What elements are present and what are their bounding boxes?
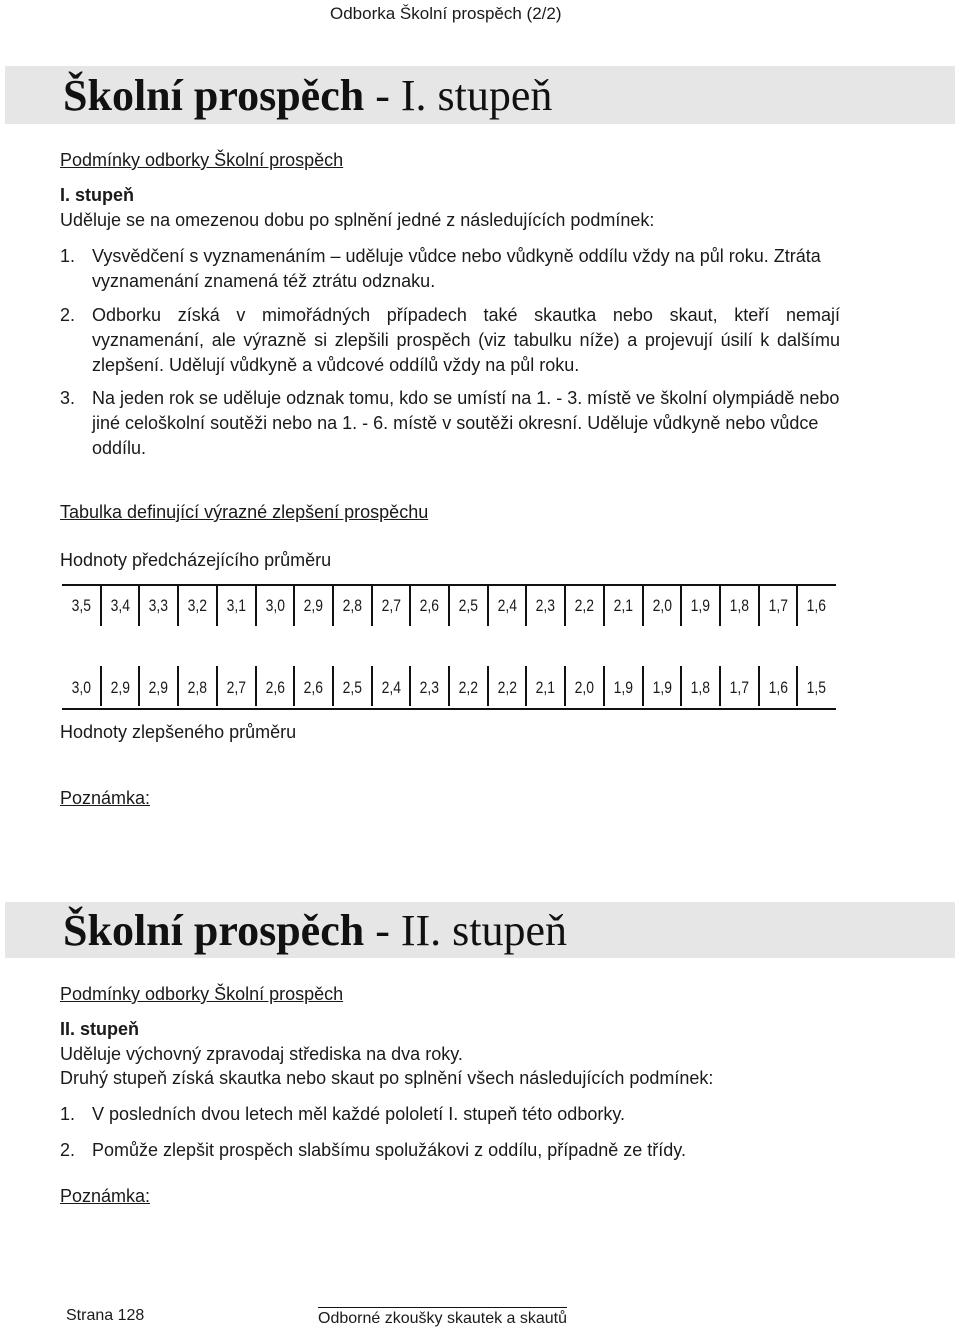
item-number: 1. <box>60 246 76 266</box>
section1-item-1 <box>60 244 840 294</box>
section2-title-rest: - II. stupeň <box>364 906 568 955</box>
section2-title <box>63 905 567 956</box>
item-number: 2. <box>60 1140 76 1160</box>
table-divider <box>138 666 140 706</box>
section2-title-band <box>5 902 955 958</box>
section2-item-2 <box>60 1138 840 1163</box>
previous-average-row <box>62 584 836 628</box>
table-cell: 2,7 <box>226 678 246 697</box>
table-cell: 1,5 <box>806 678 827 697</box>
table-divider <box>758 586 760 626</box>
table-heading: Tabulka definující výrazné zlepšení prospěchu <box>60 502 429 522</box>
table-cell: 3,0 <box>71 678 92 697</box>
table-cell: 1,6 <box>806 596 827 615</box>
section1-title <box>63 70 552 121</box>
table-cell: 2,9 <box>303 596 324 615</box>
table-divider <box>642 666 644 706</box>
section2-title-bold: Školní prospěch <box>63 906 365 955</box>
item-text: Na jeden rok se uděluje odznak tomu, kdo se umístí na 1. - 3. místě ve školní olympiádě nebo jiné celoškolní soutěži nebo na 1. - 6. místě v soutěži okresní. Uděluje vůdkyně nebo vůdce oddílu. <box>92 388 840 458</box>
table-cell: 2,6 <box>303 678 324 697</box>
table-cell: 2,7 <box>381 596 401 615</box>
table-cell: 3,2 <box>187 596 208 615</box>
table-cell: 2,4 <box>381 678 401 697</box>
table-cell: 2,8 <box>342 596 362 615</box>
section1-level-label: I. stupeň <box>60 185 135 205</box>
table-divider <box>680 586 682 626</box>
section1-note-label: Poznámka: <box>60 788 151 808</box>
table-cell: 1,7 <box>729 678 749 697</box>
table-cell: 2,0 <box>574 678 595 697</box>
table-divider <box>293 666 295 706</box>
section2-intro-1: Uděluje výchovný zpravodaj střediska na dva roky. <box>60 1044 463 1064</box>
table-divider <box>525 586 527 626</box>
table-divider <box>371 586 373 626</box>
table-cell: 2,1 <box>613 596 633 615</box>
table-rule <box>62 708 836 710</box>
page-number: Strana 128 <box>66 1307 145 1324</box>
section2-item-1 <box>60 1102 840 1127</box>
table-cell: 1,9 <box>652 678 672 697</box>
item-text: Pomůže zlepšit prospěch slabšímu spolužákovi z oddílu, případně ze třídy. <box>92 1140 686 1160</box>
table-divider <box>719 586 721 626</box>
table-divider <box>564 666 566 706</box>
table-divider <box>332 586 334 626</box>
table-divider <box>642 586 644 626</box>
table-cell: 3,5 <box>71 596 92 615</box>
table-cell: 2,9 <box>149 678 169 697</box>
section1-intro: Uděluje se na omezenou dobu po splnění jedné z následujících podmínek: <box>60 210 655 230</box>
table-cell: 1,7 <box>768 596 788 615</box>
table-cell: 2,8 <box>187 678 208 697</box>
table-bottom-label: Hodnoty zlepšeného průměru <box>60 722 297 742</box>
section1-title-band <box>5 66 955 124</box>
table-divider <box>409 586 411 626</box>
table-cell: 1,6 <box>768 678 788 697</box>
table-top-label: Hodnoty předcházejícího průměru <box>60 550 332 570</box>
table-cell: 1,8 <box>690 678 711 697</box>
item-text: Odborku získá v mimořádných případech také skautka nebo skaut, kteří nemají vyznamenání, ale výrazně si zlepšili prospěch (viz tabulku níže) a projevují úsilí k dalšímu zlepšení. Udělují vůdkyně a vůdcové oddílů vždy na půl roku. <box>92 305 840 375</box>
table-cell: 3,3 <box>149 596 169 615</box>
table-divider <box>255 586 257 626</box>
section1-item-3 <box>60 386 840 461</box>
table-cell: 2,2 <box>458 678 479 697</box>
table-divider <box>216 586 218 626</box>
table-cell: 2,1 <box>536 678 556 697</box>
table-cell: 2,5 <box>458 596 479 615</box>
table-divider <box>719 666 721 706</box>
table-divider <box>177 586 179 626</box>
table-divider <box>448 666 450 706</box>
section1-title-rest: - I. stupeň <box>364 71 553 120</box>
table-divider <box>409 666 411 706</box>
table-cell: 2,2 <box>497 678 517 697</box>
table-cell: 3,0 <box>265 596 285 615</box>
table-cell: 3,1 <box>226 596 246 615</box>
table-divider <box>603 666 605 706</box>
item-number: 2. <box>60 305 76 325</box>
running-header: Odborka Školní prospěch (2/2) <box>330 4 562 23</box>
section1-title-bold: Školní prospěch <box>63 71 365 120</box>
table-divider <box>100 586 102 626</box>
table-cell: 2,6 <box>265 678 285 697</box>
section2-intro-2: Druhý stupeň získá skautka nebo skaut po splnění všech následujících podmínek: <box>60 1068 714 1088</box>
table-cell: 1,9 <box>613 678 633 697</box>
table-divider <box>487 586 489 626</box>
section2-conditions-heading: Podmínky odborky Školní prospěch <box>60 984 344 1004</box>
section2-level-label: II. stupeň <box>60 1019 140 1039</box>
item-number: 1. <box>60 1104 76 1124</box>
table-cell: 2,5 <box>342 678 362 697</box>
table-divider <box>758 666 760 706</box>
table-divider <box>216 666 218 706</box>
improved-average-row <box>62 666 836 710</box>
table-cell: 2,6 <box>419 596 440 615</box>
table-divider <box>177 666 179 706</box>
table-divider <box>448 586 450 626</box>
section1-conditions-heading: Podmínky odborky Školní prospěch <box>60 150 344 170</box>
item-text: Vysvědčení s vyznamenáním – uděluje vůdce nebo vůdkyně oddílu vždy na půl roku. Ztráta vyznamenání znamená též ztrátu odznaku. <box>92 246 821 291</box>
table-cell: 3,4 <box>110 596 130 615</box>
table-cell: 2,3 <box>419 678 440 697</box>
book-title: Odborné zkoušky skautek a skautů <box>318 1307 567 1328</box>
section2-note-label: Poznámka: <box>60 1186 151 1206</box>
table-divider <box>603 586 605 626</box>
table-cell: 2,4 <box>497 596 517 615</box>
table-divider <box>100 666 102 706</box>
table-cell: 2,2 <box>574 596 595 615</box>
table-divider <box>293 586 295 626</box>
table-divider <box>796 666 798 706</box>
table-divider <box>371 666 373 706</box>
table-divider <box>525 666 527 706</box>
table-cell: 2,9 <box>110 678 130 697</box>
table-divider <box>680 666 682 706</box>
table-divider <box>564 586 566 626</box>
table-divider <box>796 586 798 626</box>
table-cell: 1,8 <box>729 596 749 615</box>
table-cell: 2,3 <box>536 596 556 615</box>
table-divider <box>255 666 257 706</box>
item-number: 3. <box>60 388 76 408</box>
table-cell: 2,0 <box>652 596 672 615</box>
item-text: V posledních dvou letech měl každé pololetí I. stupeň této odborky. <box>92 1104 625 1124</box>
section1-item-2 <box>60 303 840 378</box>
table-divider <box>487 666 489 706</box>
table-divider <box>138 586 140 626</box>
table-cell: 1,9 <box>690 596 711 615</box>
table-divider <box>332 666 334 706</box>
